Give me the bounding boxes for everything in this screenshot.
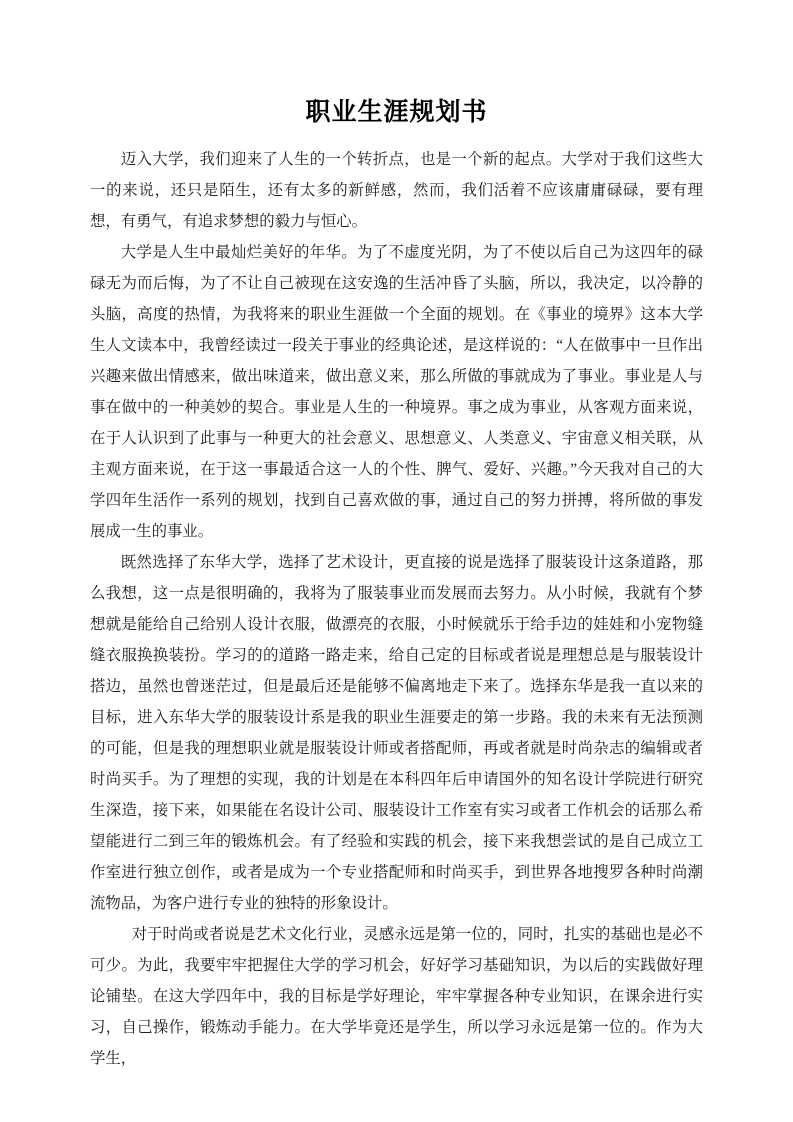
document-title: 职业生涯规划书 [305,99,488,126]
paragraph-study-plan: 对于时尚或者说是艺术文化行业，灵感永远是第一位的，同时，扎实的基础也是必不可少。为此，我要牢牢把握住大学的学习机会，好好学习基础知识，为以后的实践做好理论铺垫。在这大学四年中，我的目标是学好理论，牢牢掌握各种专业知识，在课余进行实习，自己操作，锻炼动手能力。在大学毕竟还是学生，所以学习永远是第一位的。作为大学生， [90,926,703,1067]
paragraph-fashion-path: 既然选择了东华大学，选择了艺术设计，更直接的说是选择了服装设计这条道路，那么我想，这一点是很明确的，我将为了服装事业而发展而去努力。从小时候，我就有个梦想就是能给自己给别人设计衣服，做漂亮的衣服，小时候就乐于给手边的娃娃和小宠物缝缝衣服换换装扮。学习的的道路一路走来，给自己定的目标或者说是理想总是与服装设计搭边，虽然也曾迷茫过，但是最后还是能够不偏离地走下来了。选择东华是我一直以来的目标，进入东华大学的服装设计系是我的职业生涯要走的第一步路。我的未来有无法预测的可能，但是我的理想职业就是服装设计师或者搭配师，再或者就是时尚杂志的编辑或者时尚买手。为了理想的实现，我的计划是在本科四年后申请国外的知名设计学院进行研究生深造，接下来，如果能在名设计公司、服装设计工作室有实习或者工作机会的话那么希望能进行二到三年的锻炼机会。有了经验和实践的机会，接下来我想尝试的是自己成立工作室进行独立创作，或者是成为一个专业搭配师和时尚买手，到世界各地搜罗各种时尚潮流物品，为客户进行专业的独特的形象设计。 [90,554,703,912]
document-body [90,144,703,1074]
paragraph-career-view: 大学是人生中最灿烂美好的年华。为了不虚度光阴，为了不使以后自己为这四年的碌碌无为而后悔，为了不让自己被现在这安逸的生活冲昏了头脑，所以，我决定，以冷静的头脑，高度的热情，为我将来的职业生涯做一个全面的规划。在《事业的境界》这本大学生人文读本中，我曾经读过一段关于事业的经典论述，是这样说的：“人在做事中一旦作出兴趣来做出情感来，做出味道来，做出意义来，那么所做的事就成为了事业。事业是人与事在做中的一种美妙的契合。事业是人生的一种境界。事之成为事业，从客观方面来说，在于人认识到了此事与一种更大的社会意义、思想意义、人类意义、宇宙意义相关联，从主观方面来说，在于这一事最适合这一人的个性、脾气、爱好、兴趣。”今天我对自己的大学四年生活作一系列的规划，找到自己喜欢做的事，通过自己的努力拼搏，将所做的事发展成一生的事业。 [90,244,703,540]
paragraph-intro: 迈入大学，我们迎来了人生的一个转折点，也是一个新的起点。大学对于我们这些大一的来说，还只是陌生，还有太多的新鲜感，然而，我们活着不应该庸庸碌碌，要有理想，有勇气，有追求梦想的毅力与恒心。 [90,151,703,230]
